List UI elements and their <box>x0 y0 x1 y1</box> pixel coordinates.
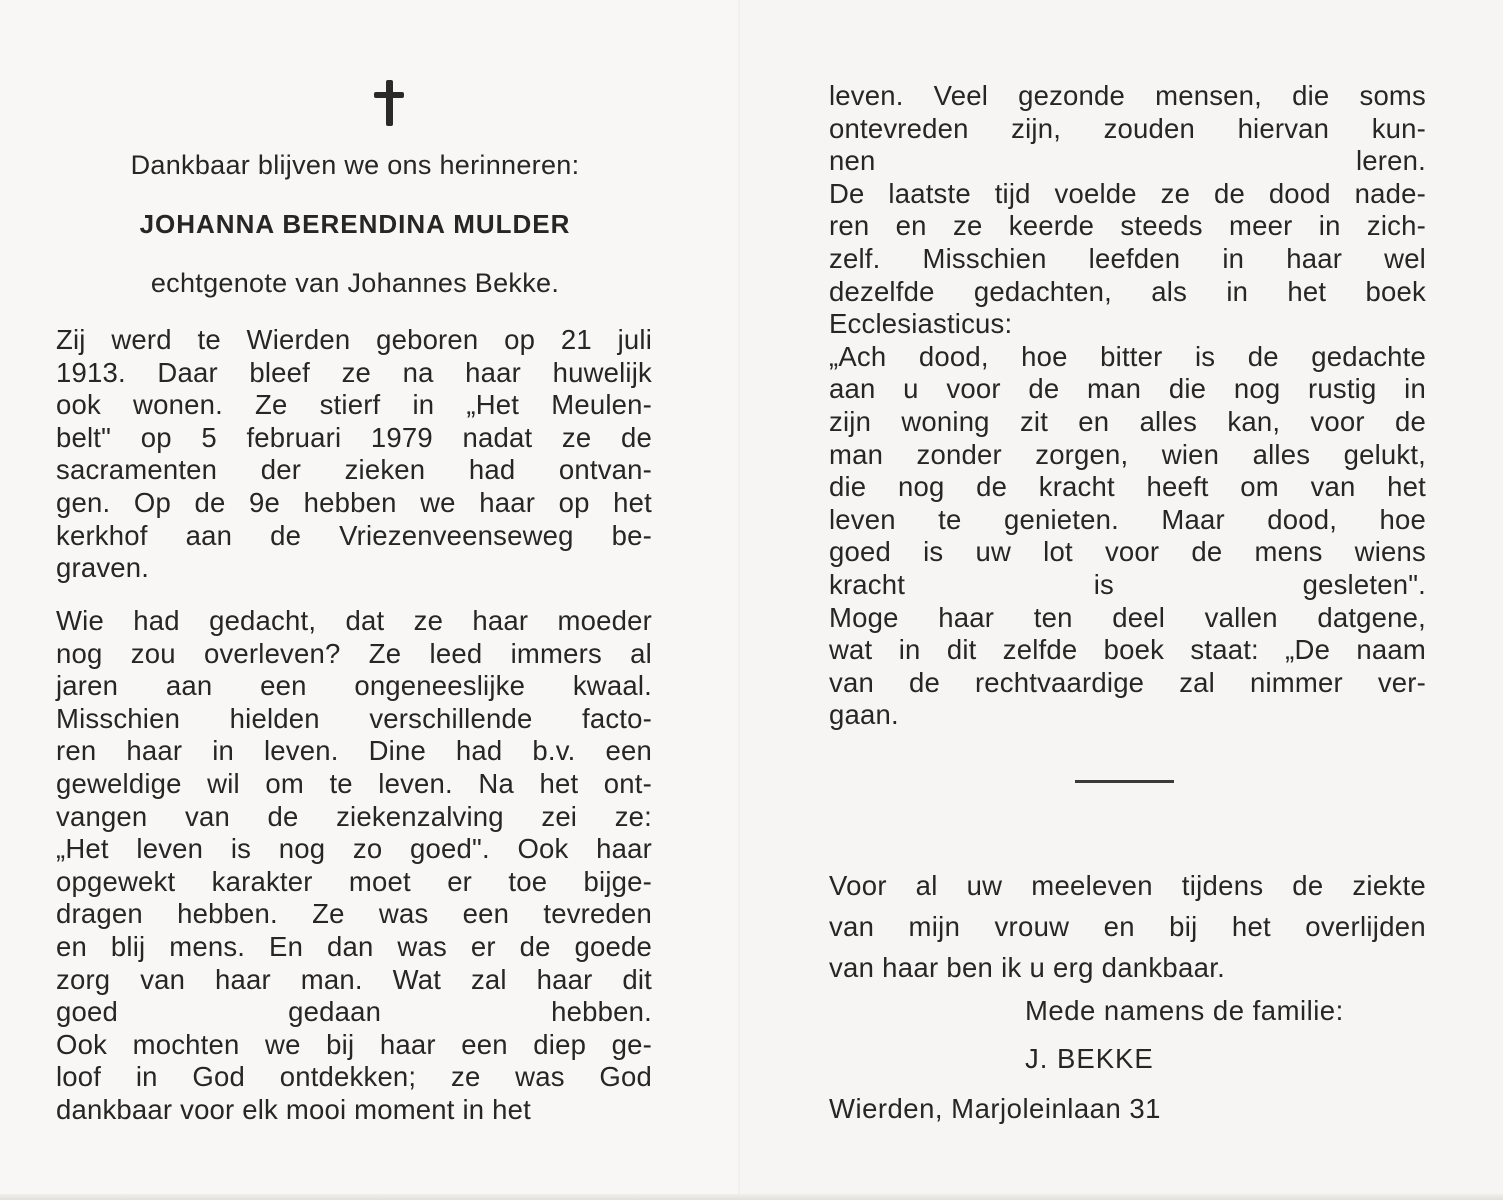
text-line: jaren aan een ongeneeslijke kwaal. <box>56 670 652 702</box>
text-line: „Het leven is nog zo goed". Ook haar <box>56 833 652 865</box>
thanks-paragraph <box>829 865 1426 988</box>
text-line: Voor al uw meeleven tijdens de ziekte <box>829 870 1426 901</box>
text-line: die nog de kracht heeft om van het <box>829 471 1426 503</box>
text-line: aan u voor de man die nog rustig in <box>829 373 1426 405</box>
signature-family: Mede namens de familie: <box>1025 995 1344 1026</box>
text-line: kracht is gesleten". <box>829 568 1426 600</box>
text-line: dezelfde gedachten, als in het boek <box>829 275 1426 307</box>
text-line: zelf. Misschien leefden in haar wel <box>829 242 1426 274</box>
text-line: dankbaar voor elk mooi moment in het <box>56 1093 531 1125</box>
biography-paragraph <box>56 324 652 585</box>
text-line: wat in dit zelfde boek staat: „De naam <box>829 634 1426 666</box>
text-line: zijn woning zit en alles kan, voor de <box>829 405 1426 437</box>
text-line: belt" op 5 februari 1979 nadat ze de <box>56 421 652 453</box>
card-edge <box>0 1194 1503 1200</box>
text-line: leven. Veel gezonde mensen, die soms <box>829 80 1426 111</box>
text-line: vangen van de ziekenzalving zei ze: <box>56 800 652 832</box>
text-line: nen leren. <box>829 145 1426 177</box>
text-line: nog zou overleven? Ze leed immers al <box>56 637 652 669</box>
text-line: sacramenten der zieken had ontvan- <box>56 454 652 486</box>
text-line: „Ach dood, hoe bitter is de gedachte <box>829 340 1426 372</box>
text-line: van haar ben ik u erg dankbaar. <box>829 952 1226 983</box>
card-fold <box>738 0 740 1200</box>
section-divider <box>1075 780 1174 783</box>
text-line: ook wonen. Ze stierf in „Het Meulen- <box>56 389 652 421</box>
reflection-paragraph <box>56 605 652 1127</box>
text-line: Ook mochten we bij haar een diep ge- <box>56 1028 652 1060</box>
text-line: Ecclesiasticus: <box>829 308 1013 340</box>
text-line: man zonder zorgen, wien alles gelukt, <box>829 438 1426 470</box>
text-line: kerkhof aan de Vriezenveenseweg be- <box>56 519 652 551</box>
cross-icon <box>372 80 406 126</box>
text-line: en blij mens. En dan was er de goede <box>56 930 652 962</box>
text-line: Zij werd te Wierden geboren op 21 juli <box>56 324 652 355</box>
continuation-paragraph <box>829 80 1426 732</box>
text-line: dragen hebben. Ze was een tevreden <box>56 898 652 930</box>
intro-line: Dankbaar blijven we ons herinneren: <box>130 150 580 180</box>
text-line: van de rechtvaardige zal nimmer ver- <box>829 666 1426 698</box>
text-line: goed gedaan hebben. <box>56 996 652 1028</box>
text-line: ontevreden zijn, zouden hiervan kun- <box>829 112 1426 144</box>
text-line: ren haar in leven. Dine had b.v. een <box>56 735 652 767</box>
text-line: Moge haar ten deel vallen datgene, <box>829 601 1426 633</box>
deceased-name: JOHANNA BERENDINA MULDER <box>139 209 571 239</box>
text-line: geweldige wil om te leven. Na het ont- <box>56 767 652 799</box>
text-line: gaan. <box>829 699 899 731</box>
text-line: ren en ze keerde steeds meer in zich- <box>829 210 1426 242</box>
text-line: opgewekt karakter moet er toe bijge- <box>56 865 652 897</box>
text-line: Misschien hielden verschillende facto- <box>56 702 652 734</box>
text-line: gen. Op de 9e hebben we haar op het <box>56 486 652 518</box>
text-line: De laatste tijd voelde ze de dood nade- <box>829 177 1426 209</box>
text-line: graven. <box>56 552 150 584</box>
text-line: Wie had gedacht, dat ze haar moeder <box>56 605 652 636</box>
signature-name: J. BEKKE <box>1025 1043 1154 1074</box>
text-line: 1913. Daar bleef ze na haar huwelijk <box>56 356 652 388</box>
text-line: leven te genieten. Maar dood, hoe <box>829 503 1426 535</box>
signature-address: Wierden, Marjoleinlaan 31 <box>829 1093 1161 1124</box>
text-line: goed is uw lot voor de mens wiens <box>829 536 1426 568</box>
text-line: loof in God ontdekken; ze was God <box>56 1061 652 1093</box>
text-line: zorg van haar man. Wat zal haar dit <box>56 963 652 995</box>
text-line: van mijn vrouw en bij het overlijden <box>829 911 1426 942</box>
spouse-line: echtgenote van Johannes Bekke. <box>150 268 560 298</box>
